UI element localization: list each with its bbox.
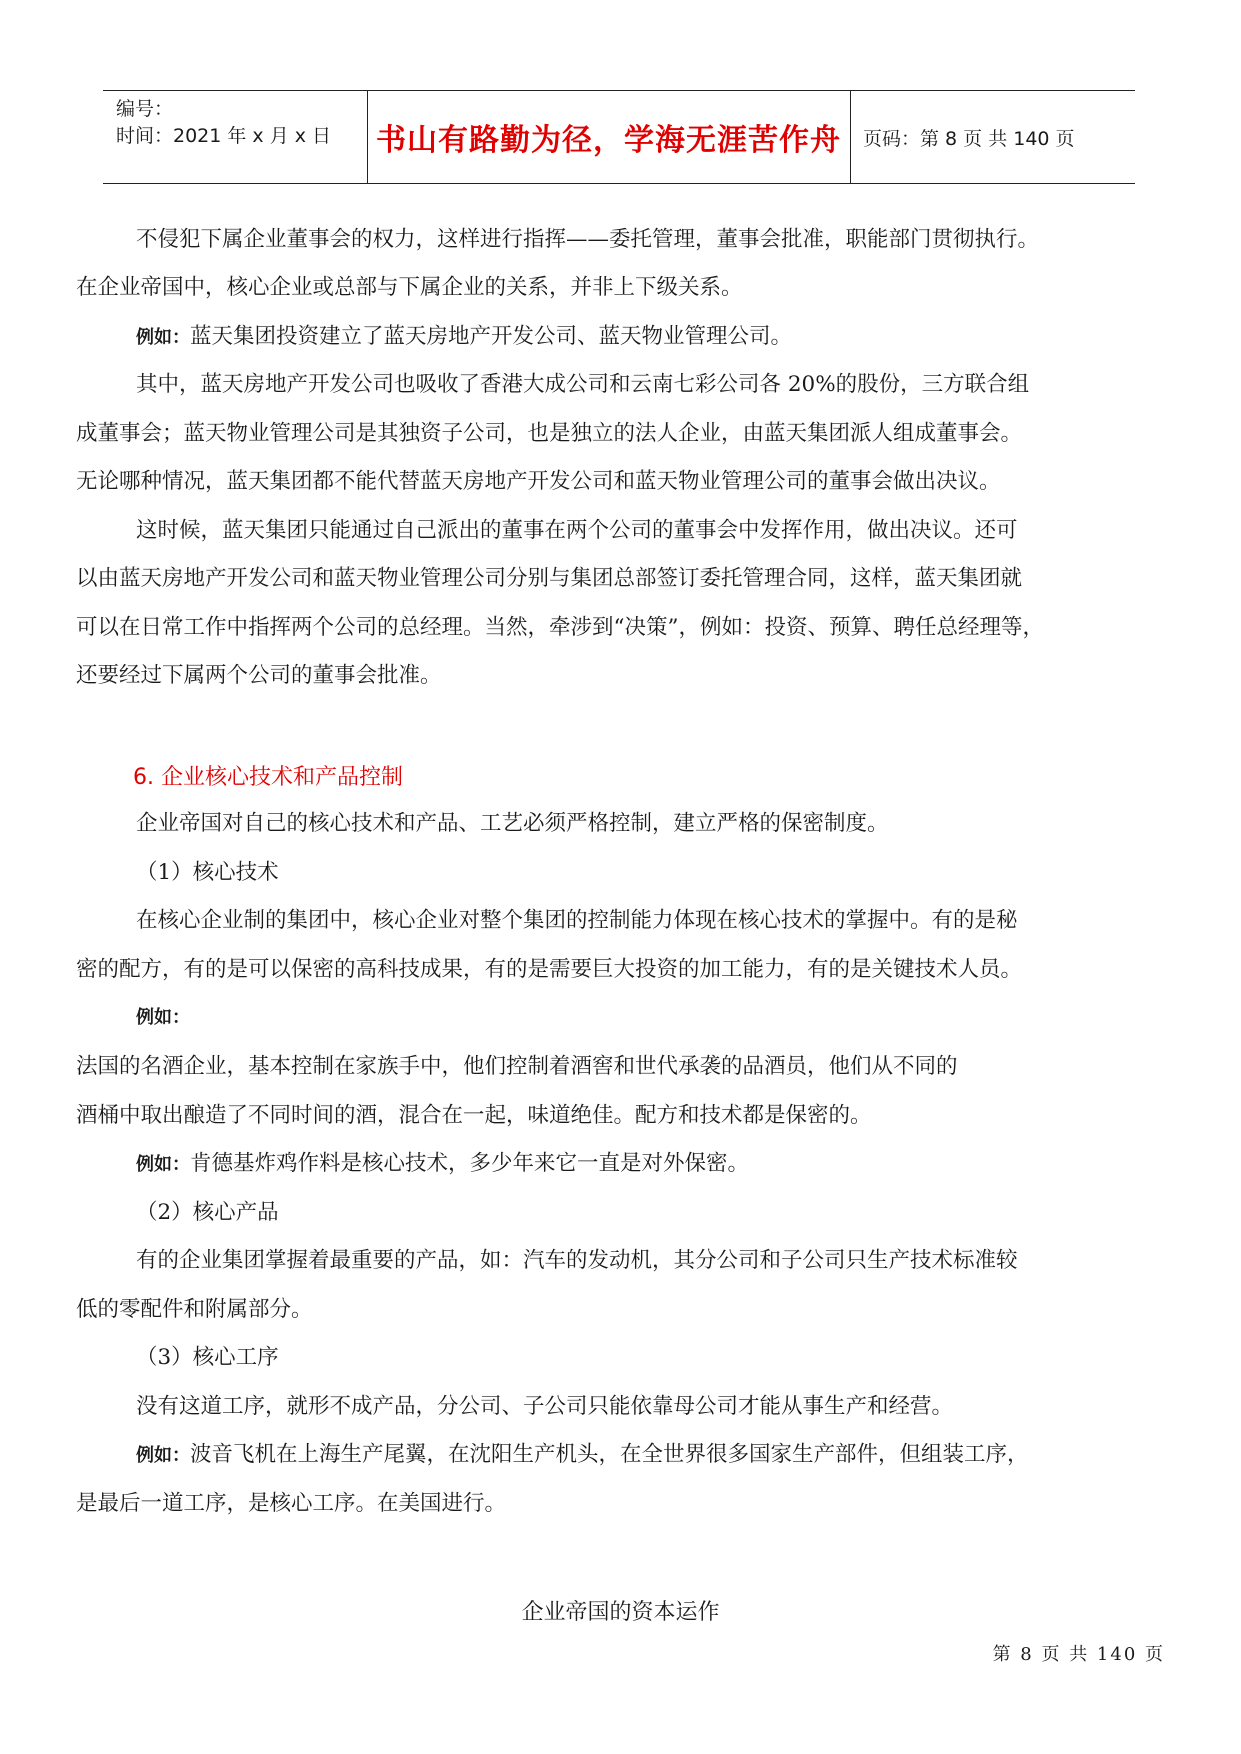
page-header xyxy=(103,90,1135,184)
header-meta xyxy=(103,91,368,183)
text-line: 法国的名酒企业，基本控制在家族手中，他们控制着酒窖和世代承袭的品酒员，他们从不同的 xyxy=(76,1054,958,1079)
example-label: 例如： xyxy=(136,1154,190,1175)
text-line: 还要经过下属两个公司的董事会批准。 xyxy=(76,663,442,688)
sub-heading: （1）核心技术 xyxy=(136,860,279,885)
example-label: 例如： xyxy=(136,327,190,348)
header-number: 编号： xyxy=(116,98,174,120)
text-line: 不侵犯下属企业董事会的权力，这样进行指挥——委托管理，董事会批准，职能部门贯彻执行。 xyxy=(136,227,1040,252)
header-time: 时间：2021 年 x 月 x 日 xyxy=(116,125,332,147)
text-line: 是最后一道工序，是核心工序。在美国进行。 xyxy=(76,1491,507,1516)
text-line: 企业帝国对自己的核心技术和产品、工艺必须严格控制，建立严格的保密制度。 xyxy=(136,811,889,836)
header-motto: 书山有路勤为径，学海无涯苦作舟 xyxy=(367,91,851,183)
text-line: 成董事会；蓝天物业管理公司是其独资子公司，也是独立的法人企业，由蓝天集团派人组成董事会。 xyxy=(76,421,1023,446)
example-line xyxy=(136,1003,190,1029)
text-line: 波音飞机在上海生产尾翼，在沈阳生产机头，在全世界很多国家生产部件，但组装工序， xyxy=(190,1442,1029,1467)
footer-title: 企业帝国的资本运作 xyxy=(521,1600,720,1625)
sub-heading: （3）核心工序 xyxy=(136,1345,279,1370)
text-line: 密的配方，有的是可以保密的高科技成果，有的是需要巨大投资的加工能力，有的是关键技术人员。 xyxy=(76,957,1023,982)
text-line: 蓝天集团投资建立了蓝天房地产开发公司、蓝天物业管理公司。 xyxy=(190,324,793,349)
text-line: 在核心企业制的集团中，核心企业对整个集团的控制能力体现在核心技术的掌握中。有的是秘 xyxy=(136,908,1018,933)
example-label: 例如： xyxy=(136,1007,190,1028)
header-page-info: 页码：第 8 页 共 140 页 xyxy=(863,127,1075,150)
text-line: 以由蓝天房地产开发公司和蓝天物业管理公司分别与集团总部签订委托管理合同，这样，蓝天集团就 xyxy=(76,566,1023,591)
text-line: 酒桶中取出酿造了不同时间的酒，混合在一起，味道绝佳。配方和技术都是保密的。 xyxy=(76,1103,872,1128)
footer-page-number: 第 8 页 共 140 页 xyxy=(992,1644,1165,1665)
example-line xyxy=(136,319,792,350)
text-line: 其中，蓝天房地产开发公司也吸收了香港大成公司和云南七彩公司各 20%的股份，三方联合组 xyxy=(136,372,1030,397)
text-line: 没有这道工序，就形不成产品，分公司、子公司只能依靠母公司才能从事生产和经营。 xyxy=(136,1394,954,1419)
text-line: 在企业帝国中，核心企业或总部与下属企业的关系，并非上下级关系。 xyxy=(76,275,743,300)
example-label: 例如： xyxy=(136,1445,190,1466)
sub-heading: （2）核心产品 xyxy=(136,1200,279,1225)
example-line xyxy=(136,1437,1029,1468)
text-line: 无论哪种情况，蓝天集团都不能代替蓝天房地产开发公司和蓝天物业管理公司的董事会做出决议。 xyxy=(76,469,1001,494)
section-heading: 6. 企业核心技术和产品控制 xyxy=(133,765,403,790)
text-line: 低的零配件和附属部分。 xyxy=(76,1297,313,1322)
text-line: 有的企业集团掌握着最重要的产品，如：汽车的发动机，其分公司和子公司只生产技术标准较 xyxy=(136,1248,1018,1273)
text-line: 可以在日常工作中指挥两个公司的总经理。当然，牵涉到“决策”，例如：投资、预算、聘任总经理等， xyxy=(76,615,1044,640)
text-line: 这时候，蓝天集团只能通过自己派出的董事在两个公司的董事会中发挥作用，做出决议。还可 xyxy=(136,518,1018,543)
text-line: 肯德基炸鸡作料是核心技术，多少年来它一直是对外保密。 xyxy=(190,1151,750,1176)
example-line xyxy=(136,1146,749,1177)
